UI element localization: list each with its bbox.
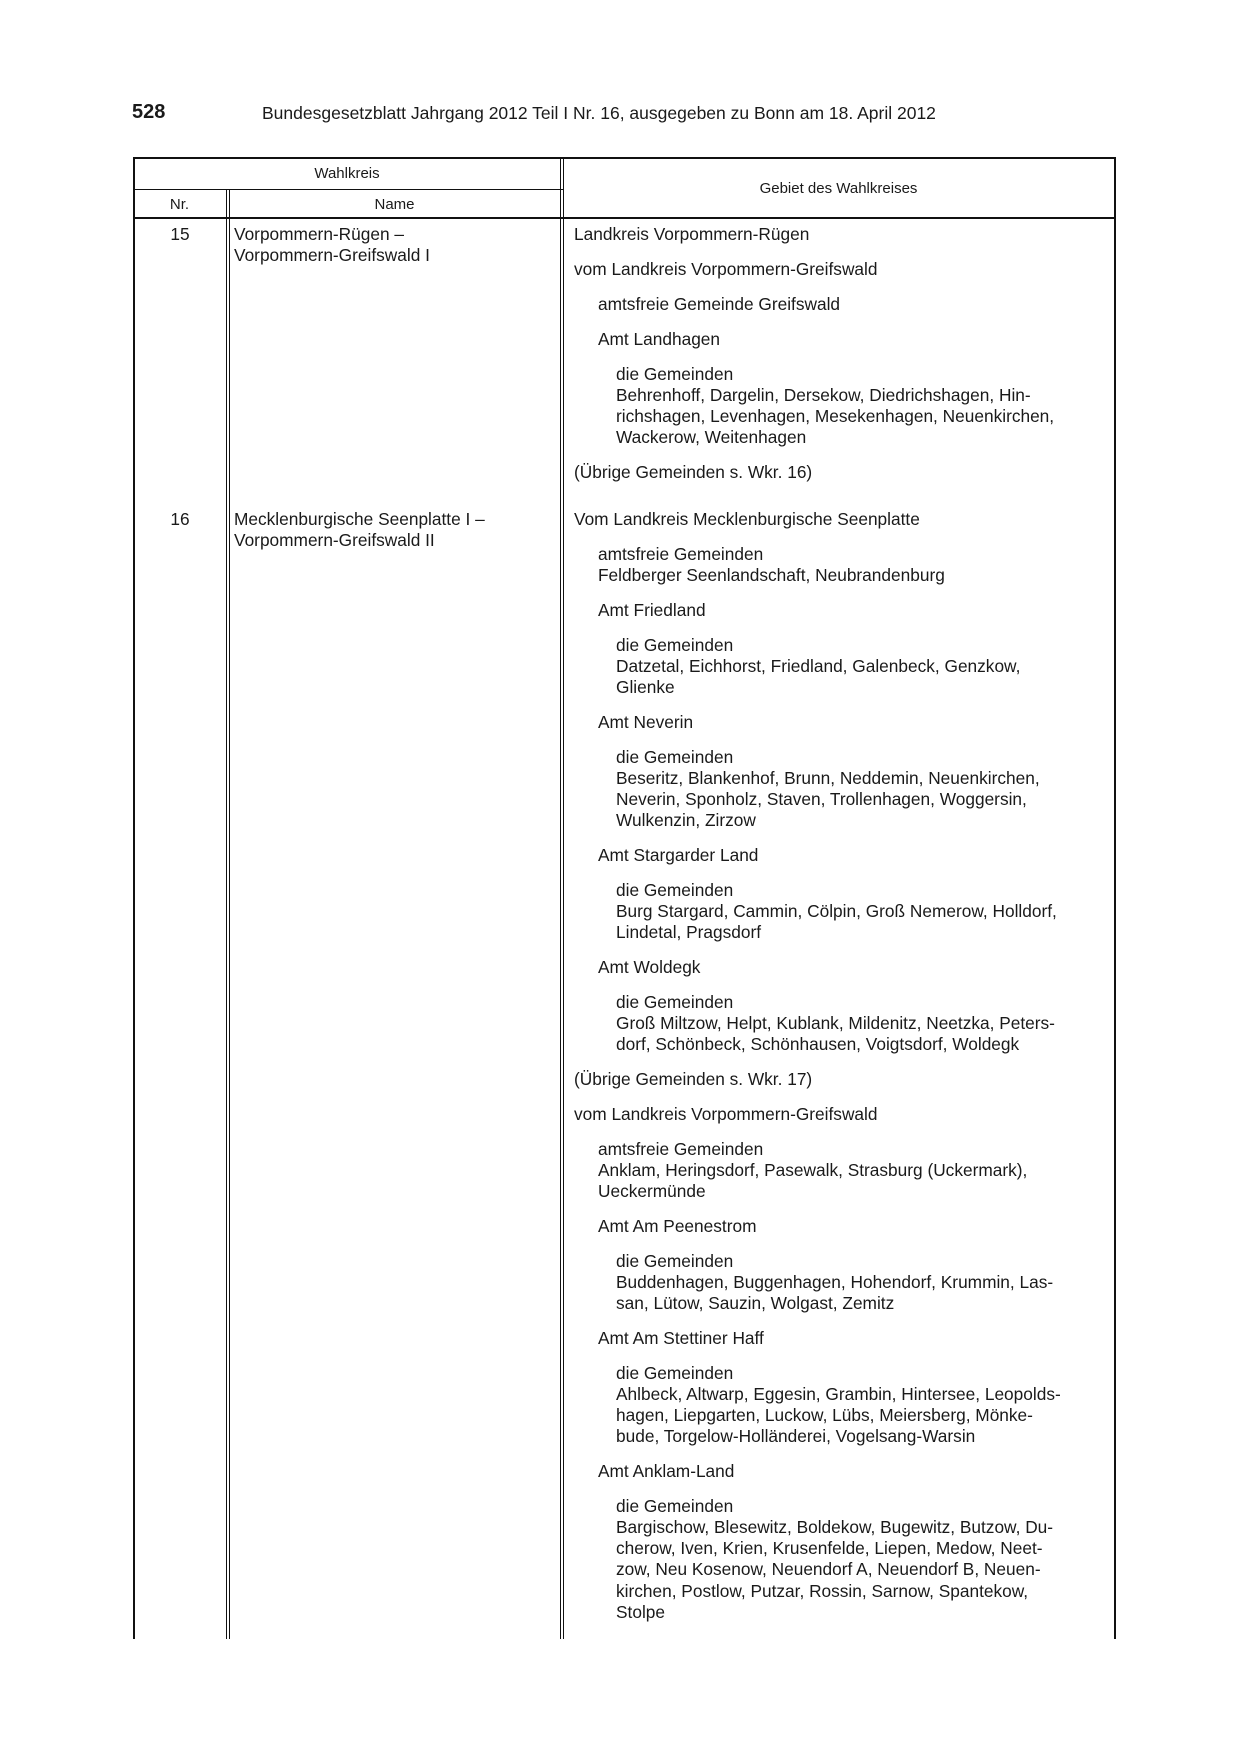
gebiet-note: (Übrige Gemeinden s. Wkr. 16) (574, 462, 813, 482)
rule-header-bottom (133, 217, 1115, 219)
gemeinden-line: Wulkenzin, Zirzow (616, 810, 756, 831)
gemeinden-list (616, 1517, 1110, 1623)
gebiet-line: Feldberger Seenlandschaft, Neubrandenburg (598, 565, 945, 585)
rule-right (1114, 157, 1116, 1639)
gebiet-line: vom Landkreis Vorpommern-Greifswald (574, 259, 878, 279)
row-nr: 16 (170, 509, 190, 529)
row-name-line2: Vorpommern-Greifswald I (234, 245, 430, 265)
row-name-line2: Vorpommern-Greifswald II (234, 530, 435, 550)
gebiet-line: Vom Landkreis Mecklenburgische Seenplatte (574, 509, 920, 529)
gemeinden-line: Wackerow, Weitenhagen (616, 427, 807, 448)
gebiet-line: die Gemeinden (616, 1251, 734, 1271)
gebiet-amt: Amt Friedland (598, 600, 706, 620)
gebiet-line: Landkreis Vorpommern-Rügen (574, 224, 810, 244)
gemeinden-line: Burg Stargard, Cammin, Cölpin, Groß Nemerow, Holldorf, (616, 901, 1057, 921)
header-name: Name (374, 196, 415, 213)
rule-col-name-gebiet-a (560, 157, 561, 1639)
gemeinden-line: Lindetal, Pragsdorf (616, 922, 762, 943)
gemeinden-line: Ueckermünde (598, 1181, 706, 1202)
gemeinden-list (616, 385, 1110, 449)
gebiet-line: vom Landkreis Vorpommern-Greifswald (574, 1104, 878, 1124)
row-nr: 15 (170, 224, 190, 244)
gemeinden-line: Ahlbeck, Altwarp, Eggesin, Grambin, Hintersee, Leopolds- (616, 1384, 1061, 1404)
gebiet-line: die Gemeinden (616, 880, 734, 900)
gebiet-amt: Amt Landhagen (598, 329, 721, 349)
page-number: 528 (132, 101, 166, 123)
gebiet-amt: Amt Woldegk (598, 957, 701, 977)
header-nr: Nr. (169, 196, 190, 213)
gebiet-line: die Gemeinden (616, 635, 734, 655)
row-name-line1: Vorpommern-Rügen – (234, 224, 405, 244)
gemeinden-line: cherow, Iven, Krien, Krusenfelde, Liepen, Medow, Neet- (616, 1538, 1043, 1559)
gebiet-line: amtsfreie Gemeinden (598, 544, 764, 564)
gemeinden-list (616, 656, 1110, 698)
gebiet-line: die Gemeinden (616, 1496, 734, 1516)
rule-col-nr-name-a (226, 189, 227, 1639)
running-header: Bundesgesetzblatt Jahrgang 2012 Teil I Nr. 16, ausgegeben zu Bonn am 18. April 2012 (262, 103, 936, 123)
header-gebiet: Gebiet des Wahlkreises (759, 180, 918, 197)
gebiet-amt: Amt Stargarder Land (598, 845, 759, 865)
gebiet-line: die Gemeinden (616, 992, 734, 1012)
rule-col-name-gebiet-b (563, 157, 564, 1639)
rule-left (133, 157, 135, 1639)
gemeinden-line: Datzetal, Eichhorst, Friedland, Galenbeck, Genzkow, (616, 656, 1021, 676)
gemeinden-line: Buddenhagen, Buggenhagen, Hohendorf, Krummin, Las- (616, 1272, 1054, 1292)
gebiet-amt: Amt Am Peenestrom (598, 1216, 757, 1236)
gebiet-amt: Amt Anklam-Land (598, 1461, 735, 1481)
gemeinden-line: richshagen, Levenhagen, Mesekenhagen, Neuenkirchen, (616, 406, 1055, 427)
gebiet-line: die Gemeinden (616, 1363, 734, 1383)
gemeinden-list (616, 768, 1110, 832)
gemeinden-line: Glienke (616, 677, 675, 698)
gemeinden-line: dorf, Schönbeck, Schönhausen, Voigtsdorf, Woldegk (616, 1034, 1020, 1055)
gebiet-line: die Gemeinden (616, 747, 734, 767)
gemeinden-line: Neverin, Sponholz, Staven, Trollenhagen, Woggersin, (616, 789, 1027, 810)
gebiet-amt: Amt Neverin (598, 712, 694, 732)
rule-col-nr-name-b (229, 189, 230, 1639)
gebiet-amt: Amt Am Stettiner Haff (598, 1328, 764, 1348)
gemeinden-list (598, 1160, 1110, 1202)
gebiet-line: amtsfreie Gemeinden (598, 1139, 764, 1159)
gemeinden-list (616, 1272, 1110, 1314)
gemeinden-line: Stolpe (616, 1601, 666, 1622)
gebiet-line: die Gemeinden (616, 364, 734, 384)
gebiet-line: amtsfreie Gemeinde Greifswald (598, 294, 841, 314)
gemeinden-line: zow, Neu Kosenow, Neuendorf A, Neuendorf B, Neuen- (616, 1559, 1041, 1580)
gemeinden-line: Anklam, Heringsdorf, Pasewalk, Strasburg (Uckermark), (598, 1160, 1028, 1180)
header-wahlkreis: Wahlkreis (314, 165, 380, 182)
gemeinden-line: Beseritz, Blankenhof, Brunn, Neddemin, Neuenkirchen, (616, 768, 1040, 788)
gemeinden-line: bude, Torgelow-Holländerei, Vogelsang-Warsin (616, 1426, 976, 1447)
gemeinden-line: kirchen, Postlow, Putzar, Rossin, Sarnow, Spantekow, (616, 1580, 1029, 1601)
rule-wahlkreis-split (133, 189, 563, 190)
gebiet-note: (Übrige Gemeinden s. Wkr. 17) (574, 1069, 813, 1089)
gemeinden-list (616, 1384, 1110, 1448)
gemeinden-line: san, Lütow, Sauzin, Wolgast, Zemitz (616, 1293, 895, 1314)
gemeinden-line: Bargischow, Blesewitz, Boldekow, Bugewitz, Butzow, Du- (616, 1517, 1054, 1537)
row-name-line1: Mecklenburgische Seenplatte I – (234, 509, 485, 529)
gemeinden-line: Behrenhoff, Dargelin, Dersekow, Diedrichshagen, Hin- (616, 385, 1031, 405)
gemeinden-list (616, 901, 1110, 943)
gemeinden-line: hagen, Liepgarten, Luckow, Lübs, Meiersberg, Mönke- (616, 1405, 1033, 1426)
gemeinden-list (616, 1013, 1110, 1055)
gemeinden-line: Groß Miltzow, Helpt, Kublank, Mildenitz, Neetzka, Peters- (616, 1013, 1055, 1033)
rule-top (133, 157, 1115, 159)
